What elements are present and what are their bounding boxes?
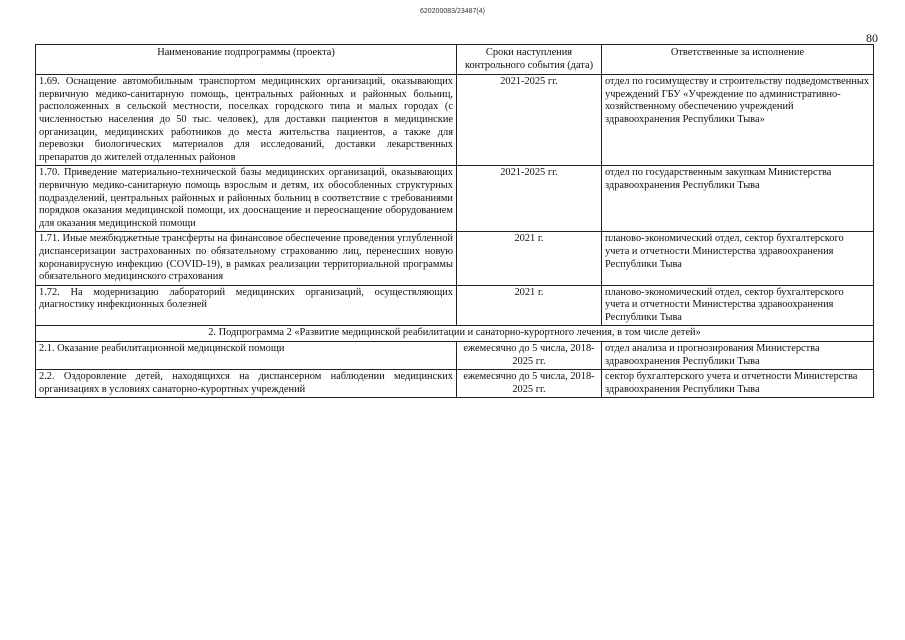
page-number: 80: [866, 31, 878, 45]
row-date: 2021 г.: [457, 232, 602, 285]
row-date: ежемесячно до 5 числа, 2018-2025 гг.: [457, 370, 602, 398]
table-row: [36, 232, 874, 285]
row-name: 2.2. Оздоровление детей, находящихся на диспансерном наблюдении медицинских организациях в условиях санаторно-курортных учреждений: [36, 370, 457, 398]
row-responsible: отдел анализа и прогнозирования Министерства здравоохранения Республики Тыва: [602, 342, 874, 370]
row-date: 2021 г.: [457, 285, 602, 326]
row-name: 1.69. Оснащение автомобильным транспортом медицинских организаций, оказывающих первичную медико-санитарную помощь, центральных районных и районных больниц, расположенных в сельской местности, поселках городского типа и малых городах (с численностью населения до 50 тыс. человек), для доставки пациентов в медицинские организации, медицинских работников до места жительства пациентов, а также для перевозки биологических материалов для исследований, доставки лекарственных препаратов до жителей отдаленных районов: [36, 75, 457, 166]
row-name: 1.70. Приведение материально-технической базы медицинских организаций, оказывающих первичную медико-санитарную помощь взрослым и детям, их обособленных структурных подразделений, центральных районных и районных больниц в соответствие с требованиями порядков оказания медицинской помощи, их дооснащение и переоснащение оборудованием для оказания медицинской помощи: [36, 166, 457, 232]
section-header-row: [36, 326, 874, 342]
table-header-row: [36, 45, 874, 75]
header-deadline: Сроки наступления контрольного события (дата): [457, 45, 602, 75]
row-responsible: планово-экономический отдел, сектор бухгалтерского учета и отчетности Министерства здравоохранения Республики Тыва: [602, 285, 874, 326]
row-date: 2021-2025 гг.: [457, 166, 602, 232]
row-name: 2.1. Оказание реабилитационной медицинской помощи: [36, 342, 457, 370]
header-responsible: Ответственные за исполнение: [602, 45, 874, 75]
control-events-table: [35, 44, 874, 398]
row-date: ежемесячно до 5 числа, 2018-2025 гг.: [457, 342, 602, 370]
table-row: [36, 285, 874, 326]
section-title: 2. Подпрограмма 2 «Развитие медицинской реабилитации и санаторно-курортного лечения, в том числе детей»: [36, 326, 874, 342]
row-responsible: отдел по госимуществу и строительству подведомственных учреждений ГБУ «Учреждение по административно-хозяйственному обеспечению учреждений здравоохранения Республики Тыва»: [602, 75, 874, 166]
row-name: 1.72. На модернизацию лабораторий медицинских организаций, осуществляющих диагностику инфекционных болезней: [36, 285, 457, 326]
row-responsible: отдел по государственным закупкам Министерства здравоохранения Республики Тыва: [602, 166, 874, 232]
header-subprogram-name: Наименование подпрограммы (проекта): [36, 45, 457, 75]
row-responsible: планово-экономический отдел, сектор бухгалтерского учета и отчетности Министерства здравоохранения Республики Тыва: [602, 232, 874, 285]
row-date: 2021-2025 гг.: [457, 75, 602, 166]
document-id: 620200083/23487(4): [419, 8, 485, 15]
table-row: [36, 166, 874, 232]
row-responsible: сектор бухгалтерского учета и отчетности Министерства здравоохранения Республики Тыва: [602, 370, 874, 398]
table-row: [36, 370, 874, 398]
row-name: 1.71. Иные межбюджетные трансферты на финансовое обеспечение проведения углубленной диспансеризации застрахованных по обязательному страхованию лиц, перенесших новую коронавирусную инфекцию (COVID-19), в рамках реализации территориальной программы обязательного медицинского страхования: [36, 232, 457, 285]
table-row: [36, 342, 874, 370]
table-row: [36, 75, 874, 166]
